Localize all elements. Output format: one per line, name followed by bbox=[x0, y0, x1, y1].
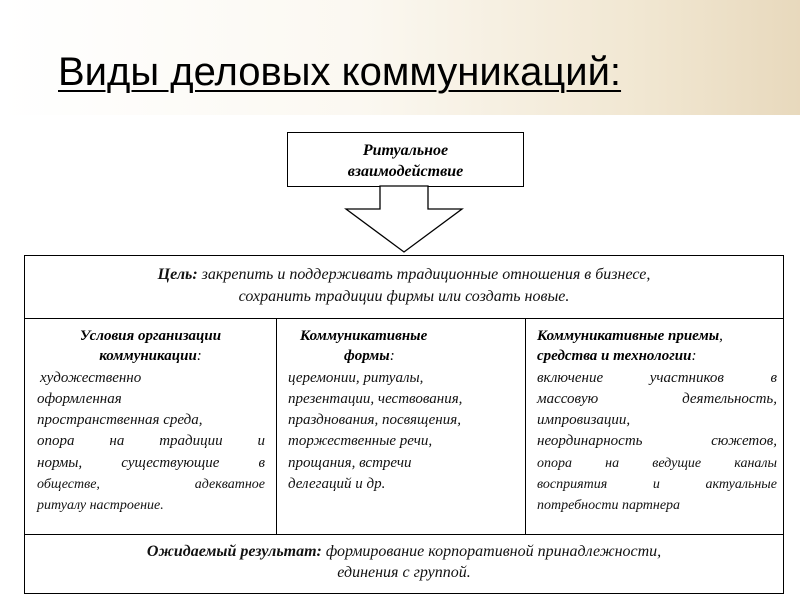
col2-line: прощания, встречи bbox=[288, 455, 412, 471]
col3-line: неординарность сюжетов, bbox=[537, 433, 777, 449]
col3-line: включение участников в bbox=[537, 370, 777, 386]
col2-heading bbox=[280, 326, 522, 366]
col1-line: обществе, адекватное bbox=[37, 477, 265, 492]
result-label: Ожидаемый результат: bbox=[146, 543, 322, 560]
slide-title: Виды деловых коммуникаций: bbox=[58, 50, 622, 94]
col1-heading-line-1: Условия организации bbox=[79, 328, 222, 344]
col1-line: опора на традиции и bbox=[37, 433, 265, 449]
col1-heading-line-2 bbox=[28, 346, 273, 366]
col1-heading-colon: : bbox=[196, 348, 202, 364]
ritual-interaction-label bbox=[287, 140, 524, 182]
col2-line: церемонии, ритуалы, bbox=[288, 370, 424, 386]
col3-heading bbox=[537, 326, 782, 366]
col3-line: импровизации, bbox=[537, 412, 631, 428]
col2-heading-line-2-text: формы bbox=[344, 348, 390, 364]
down-arrow-icon bbox=[340, 185, 470, 255]
col3-heading-line-1 bbox=[537, 326, 782, 346]
col3-heading-line-2 bbox=[537, 346, 782, 366]
ritual-line-1: Ритуальное bbox=[362, 142, 449, 159]
col1-line: оформленная bbox=[37, 391, 122, 407]
col2-heading-colon: : bbox=[389, 348, 395, 364]
col1-line: художественно bbox=[40, 370, 142, 386]
goal-line-2: сохранить традиции фирмы или создать новые. bbox=[238, 288, 570, 305]
goal-text bbox=[24, 264, 784, 308]
col2-line: презентации, чествования, bbox=[288, 391, 463, 407]
col3-line: опора на ведущие каналы bbox=[537, 456, 777, 471]
result-line-1 bbox=[24, 541, 784, 562]
col2-line: торжественные речи, bbox=[288, 433, 433, 449]
col1-heading-line-2-text: коммуникации bbox=[99, 348, 197, 364]
col3-heading-comma: , bbox=[719, 328, 723, 344]
col3-heading-line-1-text: Коммуникативные приемы bbox=[537, 328, 720, 344]
col2-line: делегаций и др. bbox=[288, 476, 386, 492]
result-line-2: единения с группой. bbox=[337, 564, 471, 581]
result-text bbox=[24, 541, 784, 583]
col2-line: празднования, посвящения, bbox=[288, 412, 461, 428]
result-line-1-text: формирование корпоративной принадлежности, bbox=[325, 543, 662, 560]
col1-line: ритуалу настроение. bbox=[37, 498, 164, 513]
goal-line-1-text: закрепить и поддерживать традиционные отношения в бизнесе, bbox=[201, 266, 651, 283]
col1-line: пространственная среда, bbox=[37, 412, 203, 428]
col3-heading-line-2-text: средства и технологии bbox=[537, 348, 692, 364]
ritual-line-2: взаимодействие bbox=[347, 163, 464, 180]
col3-line: массовую деятельность, bbox=[537, 391, 777, 407]
col3-line: потребности партнера bbox=[537, 498, 681, 513]
goal-line-1 bbox=[24, 264, 784, 286]
col3-line: восприятия и актуальные bbox=[537, 477, 777, 492]
goal-label: Цель: bbox=[157, 266, 198, 283]
col2-heading-line-1: Коммуникативные bbox=[300, 328, 428, 344]
col3-heading-colon: : bbox=[691, 348, 697, 364]
col2-heading-line-2 bbox=[280, 346, 522, 366]
col1-heading bbox=[28, 326, 273, 366]
col1-line: нормы, существующие в bbox=[37, 455, 265, 471]
